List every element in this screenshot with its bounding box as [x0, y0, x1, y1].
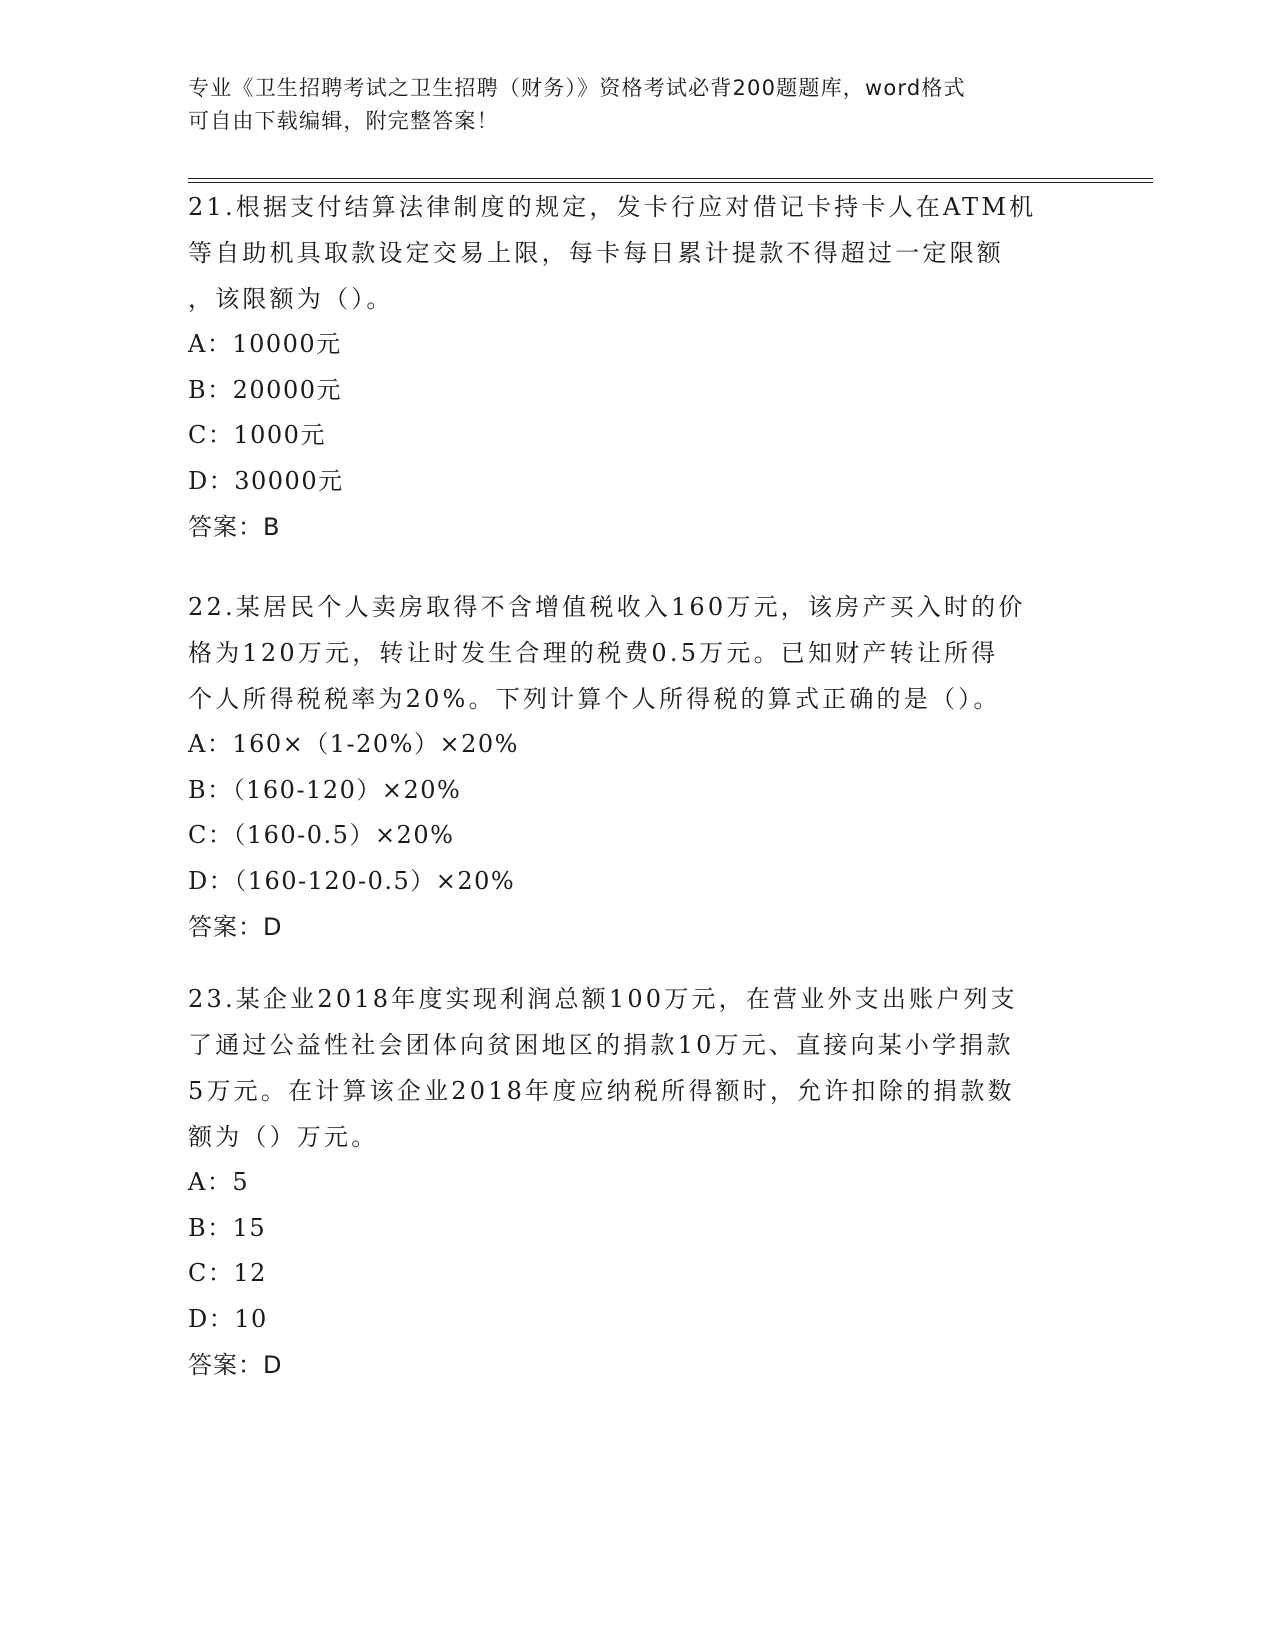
- document-header: [188, 72, 1088, 138]
- question-stem-line: 了通过公益性社会团体向贫困地区的捐款10万元、直接向某小学捐款: [188, 1031, 1014, 1059]
- question-stem-line: ，该限额为（）。: [188, 285, 394, 313]
- answer: 答案：B: [188, 513, 281, 541]
- question-stem-line: 额为（）万元。: [188, 1123, 379, 1151]
- option-c: C：12: [188, 1259, 267, 1287]
- question-stem-line: 22.某居民个人卖房取得不含增值税收入160万元，该房产买入时的价: [188, 593, 1026, 621]
- option-a: A：5: [188, 1168, 250, 1196]
- question-22: [188, 584, 1088, 950]
- question-stem-line: 5万元。在计算该企业2018年度应纳税所得额时，允许扣除的捐款数: [188, 1077, 1015, 1105]
- option-d: D：30000元: [188, 466, 344, 495]
- header-double-rule: [188, 178, 1153, 183]
- option-d: D：10: [188, 1304, 268, 1333]
- option-b: B：20000元: [188, 375, 342, 404]
- question-21: [188, 184, 1088, 550]
- question-stem-line: 23.某企业2018年度实现利润总额100万元，在营业外支出账户列支: [188, 985, 1018, 1013]
- header-title-line-2: 可自由下载编辑，附完整答案！: [188, 109, 499, 133]
- question-stem-line: 格为120万元，转让时发生合理的税费0.5万元。已知财产转让所得: [188, 639, 999, 667]
- option-d: D：（160-120-0.5）×20%: [188, 866, 516, 895]
- option-c: C：1000元: [188, 421, 326, 449]
- question-stem-line: 21.根据支付结算法律制度的规定，发卡行应对借记卡持卡人在ATM机: [188, 193, 1037, 221]
- question-stem-line: 等自助机具取款设定交易上限，每卡每日累计提款不得超过一定限额: [188, 239, 1004, 267]
- question-stem-line: 个人所得税税率为20%。下列计算个人所得税的算式正确的是（）。: [188, 685, 1001, 713]
- option-b: B：（160-120）×20%: [188, 775, 462, 804]
- header-title-line-1: 专业《卫生招聘考试之卫生招聘（财务）》资格考试必背200题题库，word格式: [188, 76, 966, 100]
- question-23: [188, 976, 1088, 1388]
- answer: 答案：D: [188, 913, 283, 941]
- option-c: C：（160-0.5）×20%: [188, 821, 455, 849]
- answer: 答案：D: [188, 1351, 283, 1379]
- option-b: B：15: [188, 1213, 267, 1242]
- option-a: A：160×（1-20%）×20%: [188, 730, 519, 758]
- option-a: A：10000元: [188, 330, 342, 358]
